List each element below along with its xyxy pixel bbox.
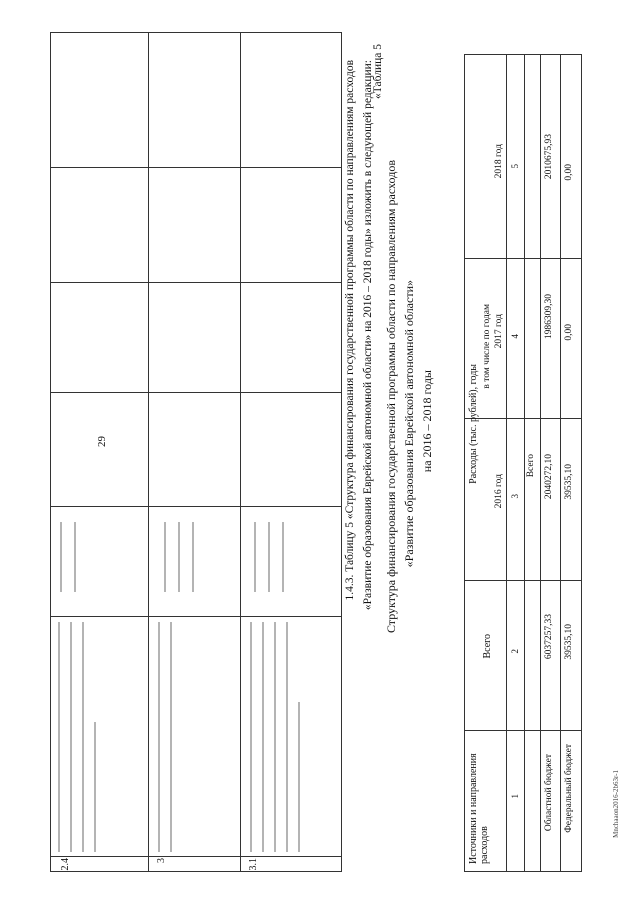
- upper-row-num-1: 2.4: [60, 858, 71, 871]
- section-label: Всего: [526, 454, 536, 478]
- row-value: 39535,10: [564, 624, 574, 660]
- section-heading-line-1: 1.4.3. Таблицу 5 «Структура финансирования государственной программы области по направлениям расходов: [344, 60, 356, 601]
- row-label: Федеральный бюджет: [564, 744, 574, 833]
- structure-title-line-1: Структура финансирования государственной программы области по направлениям расходов: [384, 160, 398, 634]
- col-num-1: 1: [510, 794, 520, 799]
- row-value: 6037257,33: [544, 614, 554, 660]
- row-value: 0,00: [564, 164, 574, 181]
- illegible-text: [248, 622, 338, 852]
- row-value: 0,00: [564, 324, 574, 341]
- upper-row-num-3: 3.1: [248, 858, 259, 871]
- row-value: 1986309,30: [544, 294, 554, 340]
- upper-row-num-2: 3: [156, 858, 167, 863]
- row-value: 2040272,10: [544, 454, 554, 500]
- col-num-5: 5: [510, 164, 520, 169]
- document-footer: Mnchaaon2016-2b63r-1: [612, 770, 620, 838]
- header-incl: в том числе по годам: [482, 304, 492, 389]
- lower-table: [464, 54, 582, 872]
- structure-title-line-2: «Развитие образования Еврейской автономной области»: [402, 280, 416, 568]
- header-total: Всего: [482, 634, 493, 659]
- table-label: «Таблица 5: [372, 44, 384, 99]
- header-sources: Источники и направления расходов: [468, 753, 490, 864]
- row-value: 2010675,93: [544, 134, 554, 180]
- year-2017: 2017 год: [494, 314, 504, 349]
- year-2016: 2016 год: [494, 474, 504, 509]
- col-num-3: 3: [510, 494, 520, 499]
- col-num-2: 2: [510, 649, 520, 654]
- upper-table: [50, 32, 342, 872]
- illegible-text: [54, 512, 340, 608]
- row-value: 39535,10: [564, 464, 574, 500]
- col-num-4: 4: [510, 334, 520, 339]
- illegible-text: [56, 622, 142, 852]
- illegible-text: [156, 622, 236, 852]
- header-expenses: Расходы (тыс. рублей), годы: [468, 364, 479, 484]
- section-heading-line-2: «Развитие образования Еврейской автономной области» на 2016 – 2018 годы» изложить в следующей редакции:: [362, 60, 374, 611]
- year-2018: 2018 год: [494, 144, 504, 179]
- row-label: Областной бюджет: [544, 754, 554, 832]
- structure-title-line-3: на 2016 – 2018 годы: [420, 370, 434, 473]
- page-number: 29: [96, 436, 108, 447]
